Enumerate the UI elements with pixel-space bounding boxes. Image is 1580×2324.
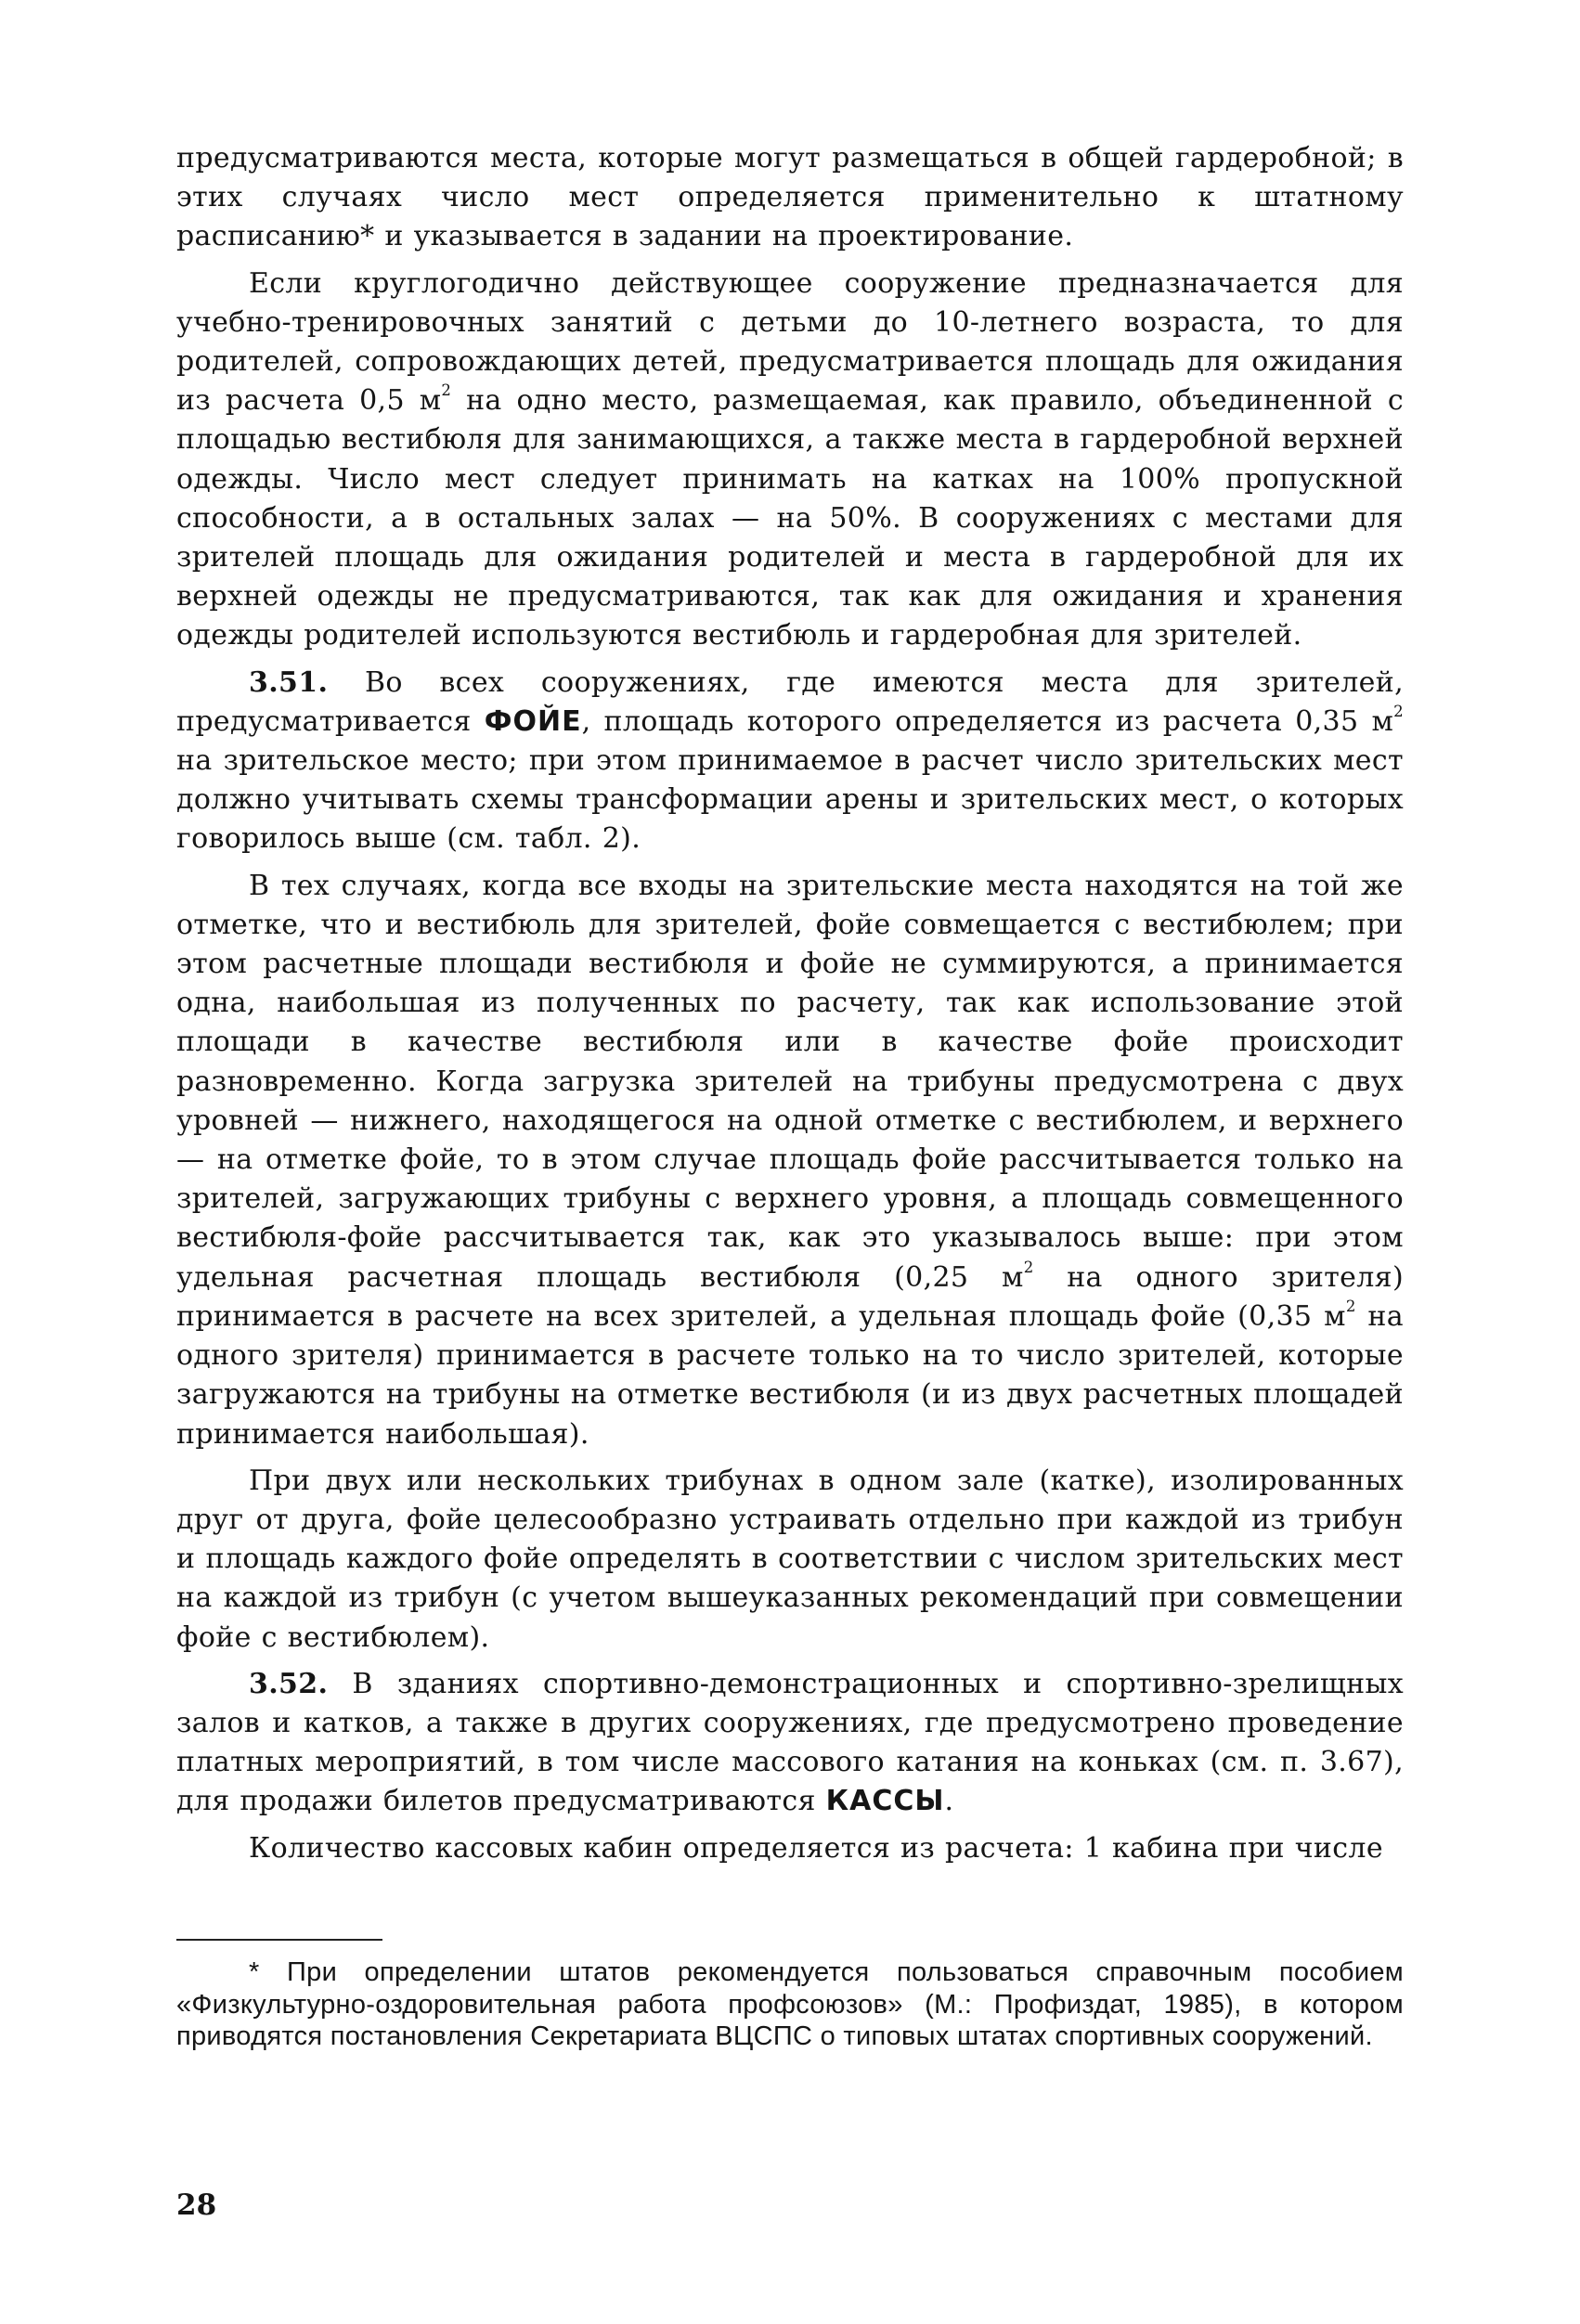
superscript: 2 — [441, 381, 452, 400]
section-number: 3.52. — [249, 1667, 329, 1700]
paragraph-cash-booths: Количество кассовых кабин определяется из расчета: 1 кабина при числе — [249, 1831, 1383, 1865]
section-number: 3.51. — [249, 665, 329, 699]
text-run: на одного зрителя) принимается в расчете на всех зрителей, а удельная площадь фойе (0,35 м — [176, 1260, 1404, 1333]
text-run: на одно место, размещаемая, как правило, объединенной с площадью вестибюля для занимающихся, а также места в гардеробной верхней одежды. Число мест следует принимать на катках на 100% пропускной способности, а в остальных залах — на 50%. В сооружениях с местами для зрителей площадь для ожидания родителей и места в гардеробной для их верхней одежды не предусматриваются, так как для ожидания и хранения одежды родителей используются вестибюль и гардеробная для зрителей. — [176, 384, 1404, 652]
key-term: ФОЙЕ — [484, 704, 582, 738]
footnote — [176, 1956, 1404, 2053]
superscript: 2 — [1393, 703, 1404, 720]
paragraph-parents-waiting — [176, 265, 1404, 656]
text-run: на одного зрителя) принимается в расчете только на то число зрителей, которые загружаются на трибуны на отметке вестибюля (и из двух расчетных площадей принимается наибольшая). — [176, 1299, 1405, 1451]
text-run: . — [944, 1785, 954, 1818]
page-number: 28 — [176, 2188, 217, 2222]
text-run: , площадь которого определяется из расчета 0,35 м — [581, 704, 1394, 738]
paragraph-3-52 — [176, 1665, 1404, 1822]
main-text — [176, 139, 1404, 1868]
key-term: КАССЫ — [825, 1785, 945, 1818]
paragraph-continued: предусматриваются места, которые могут размещаться в общей гардеробной; в этих случаях число мест определяется применительно к штатному расписанию* и указывается в задании на проектирование. — [176, 142, 1404, 253]
footnote-text: * При определении штатов рекомендуется пользоваться справочным пособием «Физкультурно-оздоровительная работа профсоюзов» (М.: Профиздат, 1985), в котором приводятся постановления Секретариата ВЦСПС о типовых штатах спортивных сооружений. — [176, 1957, 1404, 2051]
superscript: 2 — [1023, 1258, 1034, 1276]
text-run: Во всех сооружениях, где имеются места для зрителей, предусматривается — [176, 665, 1404, 738]
text-run: В тех случаях, когда все входы на зрительские места находятся на той же отметке, что и вестибюль для зрителей, фойе совмещается с вестибюлем; при этом расчетные площади вестибюля и фойе не суммируются, а принимается одна, наибольшая из полученных по расчету, так как использование этой площади в качестве вестибюля или в качестве фойе происходит разновременно. Когда загрузка зрителей на трибуны предусмотрена с двух уровней — нижнего, находящегося на одной отметке с вестибюлем, и верхнего — на отметке фойе, то в этом случае площадь фойе рассчитывается только на зрителей, загружающих трибуны с верхнего уровня, а площадь совмещенного вестибюля-фойе рассчитывается так, как это указывалось выше: при этом удельная расчетная площадь вестибюля (0,25 м — [176, 869, 1404, 1294]
paragraph-foyer-combined — [176, 867, 1404, 1454]
paragraph-multiple-stands: При двух или нескольких трибунах в одном зале (катке), изолированных друг от друга, фойе целесообразно устраивать отдельно при каждой из трибун и площадь каждого фойе определять в соответствии с числом зрительских мест на каждой из трибун (с учетом вышеуказанных рекомендаций при совмещении фойе с вестибюлем). — [176, 1464, 1404, 1654]
footnote-divider — [176, 1939, 382, 1941]
text-run: на зрительское место; при этом принимаемое в расчет число зрительских мест должно учитывать схемы трансформации арены и зрительских мест, о которых говорилось выше (см. табл. 2). — [176, 744, 1404, 856]
text-run: Если круглогодично действующее сооружение предназначается для учебно-тренировочных занятий с детьми до 10-летнего возраста, то для родителей, сопровождающих детей, предусматривается площадь для ожидания из расчета 0,5 м — [176, 266, 1404, 418]
superscript: 2 — [1345, 1298, 1356, 1316]
paragraph-3-51 — [176, 664, 1404, 859]
text-run: В зданиях спортивно-демонстрационных и спортивно-зрелищных залов и катков, а также в других сооружениях, где предусмотрено проведение платных мероприятий, в том числе массового катания на коньках (см. п. 3.67), для продажи билетов предусматриваются — [176, 1667, 1404, 1818]
